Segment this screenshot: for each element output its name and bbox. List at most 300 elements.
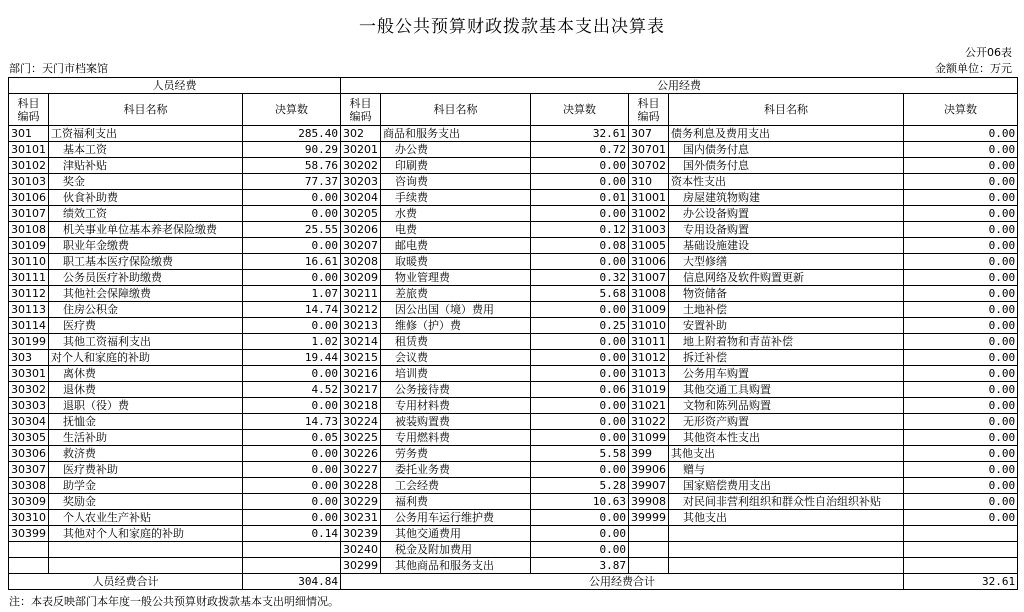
amount-cell: 0.00 — [904, 158, 1018, 174]
amount-cell: 0.00 — [531, 302, 629, 318]
amount-cell: 0.00 — [531, 254, 629, 270]
code-cell: 30102 — [9, 158, 49, 174]
code-cell — [9, 558, 49, 574]
table-row — [9, 254, 1018, 270]
code-cell: 30302 — [9, 382, 49, 398]
amount-cell: 0.00 — [243, 398, 341, 414]
code-cell: 30226 — [341, 446, 381, 462]
code-cell: 30103 — [9, 174, 49, 190]
table-row — [9, 190, 1018, 206]
table-row — [9, 158, 1018, 174]
code-cell: 30239 — [341, 526, 381, 542]
name-cell — [669, 526, 904, 542]
name-cell: 职工基本医疗保险缴费 — [49, 254, 243, 270]
code-cell: 30111 — [9, 270, 49, 286]
name-cell: 基础设施建设 — [669, 238, 904, 254]
code-cell: 30207 — [341, 238, 381, 254]
amount-cell: 0.00 — [243, 318, 341, 334]
amount-cell: 0.00 — [904, 206, 1018, 222]
table-row — [9, 494, 1018, 510]
name-cell: 其他支出 — [669, 446, 904, 462]
header-amount: 决算数 — [243, 94, 341, 126]
amount-cell: 0.00 — [904, 478, 1018, 494]
name-cell: 培训费 — [381, 366, 531, 382]
amount-cell: 16.61 — [243, 254, 341, 270]
amount-cell: 1.07 — [243, 286, 341, 302]
amount-cell: 4.52 — [243, 382, 341, 398]
amount-cell: 0.00 — [904, 302, 1018, 318]
amount-cell: 0.00 — [904, 174, 1018, 190]
header-amount: 决算数 — [531, 94, 629, 126]
name-cell: 安置补助 — [669, 318, 904, 334]
code-cell: 301 — [9, 126, 49, 142]
amount-cell: 0.00 — [243, 238, 341, 254]
name-cell: 其他交通费用 — [381, 526, 531, 542]
code-cell: 30211 — [341, 286, 381, 302]
amount-cell: 0.72 — [531, 142, 629, 158]
amount-cell — [243, 558, 341, 574]
name-cell: 专用材料费 — [381, 398, 531, 414]
amount-cell: 0.00 — [904, 494, 1018, 510]
code-cell: 30309 — [9, 494, 49, 510]
footnote: 注：本表反映部门本年度一般公共预算财政拨款基本支出明细情况。 — [9, 595, 339, 608]
header-amount: 决算数 — [904, 94, 1018, 126]
totals-row — [9, 574, 1018, 590]
name-cell: 文物和陈列品购置 — [669, 398, 904, 414]
amount-cell: 0.14 — [243, 526, 341, 542]
code-cell: 30228 — [341, 478, 381, 494]
amount-cell: 0.00 — [904, 414, 1018, 430]
name-cell: 国内债务付息 — [669, 142, 904, 158]
code-cell — [9, 542, 49, 558]
amount-cell: 0.00 — [904, 126, 1018, 142]
name-cell: 会议费 — [381, 350, 531, 366]
name-cell: 奖金 — [49, 174, 243, 190]
code-cell: 31011 — [629, 334, 669, 350]
name-cell: 离休费 — [49, 366, 243, 382]
amount-cell — [904, 526, 1018, 542]
amount-cell: 58.76 — [243, 158, 341, 174]
amount-cell: 19.44 — [243, 350, 341, 366]
table-row — [9, 238, 1018, 254]
amount-cell: 285.40 — [243, 126, 341, 142]
amount-cell: 0.00 — [904, 398, 1018, 414]
code-cell: 30216 — [341, 366, 381, 382]
amount-cell: 0.00 — [904, 318, 1018, 334]
amount-cell: 0.00 — [904, 238, 1018, 254]
amount-cell: 0.00 — [243, 190, 341, 206]
code-cell: 30224 — [341, 414, 381, 430]
name-cell: 水费 — [381, 206, 531, 222]
code-cell: 30225 — [341, 430, 381, 446]
name-cell — [49, 542, 243, 558]
table-row — [9, 430, 1018, 446]
code-cell — [629, 558, 669, 574]
amount-cell: 0.05 — [243, 430, 341, 446]
table-row — [9, 542, 1018, 558]
name-cell: 国外债务付息 — [669, 158, 904, 174]
code-cell: 30205 — [341, 206, 381, 222]
table-row — [9, 318, 1018, 334]
amount-cell: 0.00 — [243, 270, 341, 286]
amount-cell: 0.00 — [531, 206, 629, 222]
code-cell: 30215 — [341, 350, 381, 366]
code-cell: 30209 — [341, 270, 381, 286]
table-row — [9, 302, 1018, 318]
code-cell: 30107 — [9, 206, 49, 222]
code-cell: 31013 — [629, 366, 669, 382]
code-cell: 30109 — [9, 238, 49, 254]
name-cell: 其他商品和服务支出 — [381, 558, 531, 574]
public-total-label: 公用经费合计 — [341, 574, 904, 590]
amount-cell: 32.61 — [531, 126, 629, 142]
code-cell: 31019 — [629, 382, 669, 398]
name-cell: 维修（护）费 — [381, 318, 531, 334]
unit-label: 金额单位：万元 — [935, 62, 1012, 75]
code-cell: 30213 — [341, 318, 381, 334]
personnel-total-label: 人员经费合计 — [9, 574, 243, 590]
amount-cell: 0.00 — [531, 398, 629, 414]
amount-cell: 0.00 — [904, 462, 1018, 478]
code-cell: 302 — [341, 126, 381, 142]
amount-cell: 0.00 — [904, 510, 1018, 526]
amount-cell: 0.32 — [531, 270, 629, 286]
code-cell: 30204 — [341, 190, 381, 206]
name-cell: 基本工资 — [49, 142, 243, 158]
amount-cell: 25.55 — [243, 222, 341, 238]
amount-cell: 0.00 — [243, 462, 341, 478]
code-cell: 39908 — [629, 494, 669, 510]
code-cell: 30202 — [341, 158, 381, 174]
name-cell: 公务用车运行维护费 — [381, 510, 531, 526]
name-cell: 其他资本性支出 — [669, 430, 904, 446]
name-cell: 土地补偿 — [669, 302, 904, 318]
table-row — [9, 510, 1018, 526]
public-total-value: 32.61 — [904, 574, 1018, 590]
amount-cell: 0.00 — [243, 446, 341, 462]
name-cell: 退职（役）费 — [49, 398, 243, 414]
amount-cell: 0.00 — [531, 350, 629, 366]
code-cell: 30113 — [9, 302, 49, 318]
amount-cell: 0.00 — [531, 462, 629, 478]
code-cell: 31022 — [629, 414, 669, 430]
amount-cell: 5.58 — [531, 446, 629, 462]
name-cell: 赠与 — [669, 462, 904, 478]
amount-cell: 0.00 — [904, 366, 1018, 382]
name-cell: 工会经费 — [381, 478, 531, 494]
amount-cell: 5.28 — [531, 478, 629, 494]
name-cell: 抚恤金 — [49, 414, 243, 430]
name-cell: 被装购置费 — [381, 414, 531, 430]
code-cell: 30229 — [341, 494, 381, 510]
header-name: 科目名称 — [381, 94, 531, 126]
amount-cell: 0.00 — [243, 206, 341, 222]
name-cell: 工资福利支出 — [49, 126, 243, 142]
name-cell: 职业年金缴费 — [49, 238, 243, 254]
code-cell: 30227 — [341, 462, 381, 478]
group-header-public: 公用经费 — [341, 78, 1018, 94]
amount-cell: 0.00 — [531, 158, 629, 174]
code-cell: 31007 — [629, 270, 669, 286]
code-cell: 30101 — [9, 142, 49, 158]
amount-cell: 0.00 — [904, 350, 1018, 366]
name-cell: 公务用车购置 — [669, 366, 904, 382]
amount-cell: 0.00 — [904, 286, 1018, 302]
table-row — [9, 126, 1018, 142]
code-cell: 39999 — [629, 510, 669, 526]
code-cell: 31008 — [629, 286, 669, 302]
code-cell: 30303 — [9, 398, 49, 414]
amount-cell: 0.00 — [243, 478, 341, 494]
code-cell: 30305 — [9, 430, 49, 446]
header-code: 科目 编码 — [9, 94, 49, 126]
amount-cell: 10.63 — [531, 494, 629, 510]
amount-cell: 0.00 — [531, 366, 629, 382]
amount-cell: 3.87 — [531, 558, 629, 574]
code-cell: 310 — [629, 174, 669, 190]
amount-cell — [904, 558, 1018, 574]
code-cell: 30203 — [341, 174, 381, 190]
code-cell: 31021 — [629, 398, 669, 414]
amount-cell — [904, 542, 1018, 558]
amount-cell: 0.00 — [531, 174, 629, 190]
table-row — [9, 334, 1018, 350]
code-cell: 30399 — [9, 526, 49, 542]
code-cell: 30310 — [9, 510, 49, 526]
amount-cell: 0.00 — [243, 494, 341, 510]
name-cell: 咨询费 — [381, 174, 531, 190]
header-code: 科目 编码 — [341, 94, 381, 126]
table-row — [9, 286, 1018, 302]
name-cell: 个人农业生产补贴 — [49, 510, 243, 526]
header-name: 科目名称 — [49, 94, 243, 126]
name-cell: 伙食补助费 — [49, 190, 243, 206]
amount-cell: 0.00 — [243, 366, 341, 382]
table-row — [9, 174, 1018, 190]
amount-cell: 0.00 — [904, 270, 1018, 286]
name-cell: 因公出国（境）费用 — [381, 302, 531, 318]
amount-cell: 5.68 — [531, 286, 629, 302]
code-cell — [629, 542, 669, 558]
code-cell: 303 — [9, 350, 49, 366]
name-cell: 国家赔偿费用支出 — [669, 478, 904, 494]
department-label: 部门：天门市档案馆 — [9, 62, 108, 75]
code-cell — [629, 526, 669, 542]
name-cell: 助学金 — [49, 478, 243, 494]
name-cell: 电费 — [381, 222, 531, 238]
code-cell: 30304 — [9, 414, 49, 430]
code-cell: 30702 — [629, 158, 669, 174]
code-cell: 30108 — [9, 222, 49, 238]
code-cell: 30308 — [9, 478, 49, 494]
name-cell: 劳务费 — [381, 446, 531, 462]
table-row — [9, 350, 1018, 366]
name-cell: 办公设备购置 — [669, 206, 904, 222]
table-row — [9, 462, 1018, 478]
name-cell: 救济费 — [49, 446, 243, 462]
name-cell: 租赁费 — [381, 334, 531, 350]
code-cell: 31009 — [629, 302, 669, 318]
table-row — [9, 142, 1018, 158]
amount-cell — [243, 542, 341, 558]
amount-cell: 0.00 — [531, 542, 629, 558]
code-cell: 307 — [629, 126, 669, 142]
name-cell: 住房公积金 — [49, 302, 243, 318]
amount-cell: 14.73 — [243, 414, 341, 430]
table-row — [9, 222, 1018, 238]
name-cell — [669, 542, 904, 558]
code-cell: 31010 — [629, 318, 669, 334]
amount-cell: 0.00 — [904, 382, 1018, 398]
table-row — [9, 414, 1018, 430]
name-cell: 大型修缮 — [669, 254, 904, 270]
name-cell: 专用燃料费 — [381, 430, 531, 446]
table-code: 公开06表 — [965, 46, 1012, 59]
amount-cell: 0.00 — [904, 334, 1018, 350]
amount-cell: 0.06 — [531, 382, 629, 398]
name-cell — [669, 558, 904, 574]
name-cell: 物业管理费 — [381, 270, 531, 286]
amount-cell: 90.29 — [243, 142, 341, 158]
code-cell: 30218 — [341, 398, 381, 414]
name-cell: 税金及附加费用 — [381, 542, 531, 558]
amount-cell: 14.74 — [243, 302, 341, 318]
code-cell: 30199 — [9, 334, 49, 350]
group-header-personnel: 人员经费 — [9, 78, 341, 94]
name-cell: 印刷费 — [381, 158, 531, 174]
name-cell: 其他交通工具购置 — [669, 382, 904, 398]
amount-cell: 0.00 — [904, 142, 1018, 158]
amount-cell: 0.00 — [904, 254, 1018, 270]
code-cell: 30231 — [341, 510, 381, 526]
name-cell: 物资储备 — [669, 286, 904, 302]
code-cell: 31006 — [629, 254, 669, 270]
expenditure-table — [8, 77, 1018, 590]
amount-cell: 0.00 — [531, 526, 629, 542]
name-cell: 办公费 — [381, 142, 531, 158]
amount-cell: 0.00 — [904, 190, 1018, 206]
code-cell: 30299 — [341, 558, 381, 574]
code-cell: 39907 — [629, 478, 669, 494]
name-cell: 绩效工资 — [49, 206, 243, 222]
name-cell: 福利费 — [381, 494, 531, 510]
code-cell: 30206 — [341, 222, 381, 238]
name-cell: 生活补助 — [49, 430, 243, 446]
name-cell: 医疗费补助 — [49, 462, 243, 478]
name-cell: 机关事业单位基本养老保险缴费 — [49, 222, 243, 238]
amount-cell: 0.08 — [531, 238, 629, 254]
table-row — [9, 558, 1018, 574]
header-name: 科目名称 — [669, 94, 904, 126]
code-cell: 30112 — [9, 286, 49, 302]
amount-cell: 0.00 — [904, 446, 1018, 462]
amount-cell: 0.00 — [531, 414, 629, 430]
amount-cell: 0.00 — [243, 510, 341, 526]
code-cell: 30307 — [9, 462, 49, 478]
code-cell: 39906 — [629, 462, 669, 478]
code-cell: 31003 — [629, 222, 669, 238]
table-row — [9, 366, 1018, 382]
amount-cell: 0.00 — [904, 222, 1018, 238]
name-cell: 差旅费 — [381, 286, 531, 302]
code-cell: 30201 — [341, 142, 381, 158]
code-cell: 31099 — [629, 430, 669, 446]
name-cell: 奖励金 — [49, 494, 243, 510]
table-row — [9, 526, 1018, 542]
table-row — [9, 398, 1018, 414]
name-cell: 对个人和家庭的补助 — [49, 350, 243, 366]
name-cell: 拆迁补偿 — [669, 350, 904, 366]
table-row — [9, 382, 1018, 398]
name-cell: 资本性支出 — [669, 174, 904, 190]
amount-cell: 77.37 — [243, 174, 341, 190]
name-cell: 其他工资福利支出 — [49, 334, 243, 350]
amount-cell: 0.00 — [531, 334, 629, 350]
name-cell: 邮电费 — [381, 238, 531, 254]
name-cell: 委托业务费 — [381, 462, 531, 478]
name-cell: 无形资产购置 — [669, 414, 904, 430]
name-cell: 专用设备购置 — [669, 222, 904, 238]
code-cell: 30306 — [9, 446, 49, 462]
code-cell: 399 — [629, 446, 669, 462]
code-cell: 30701 — [629, 142, 669, 158]
name-cell: 公务接待费 — [381, 382, 531, 398]
amount-cell: 1.02 — [243, 334, 341, 350]
name-cell: 津贴补贴 — [49, 158, 243, 174]
name-cell — [49, 558, 243, 574]
table-row — [9, 270, 1018, 286]
amount-cell: 0.12 — [531, 222, 629, 238]
code-cell: 31012 — [629, 350, 669, 366]
name-cell: 债务利息及费用支出 — [669, 126, 904, 142]
name-cell: 信息网络及软件购置更新 — [669, 270, 904, 286]
code-cell: 30240 — [341, 542, 381, 558]
code-cell: 31002 — [629, 206, 669, 222]
name-cell: 手续费 — [381, 190, 531, 206]
name-cell: 医疗费 — [49, 318, 243, 334]
name-cell: 其他支出 — [669, 510, 904, 526]
table-row — [9, 446, 1018, 462]
name-cell: 其他社会保障缴费 — [49, 286, 243, 302]
name-cell: 对民间非营利组织和群众性自治组织补贴 — [669, 494, 904, 510]
name-cell: 取暖费 — [381, 254, 531, 270]
name-cell: 公务员医疗补助缴费 — [49, 270, 243, 286]
code-cell: 30208 — [341, 254, 381, 270]
name-cell: 地上附着物和青苗补偿 — [669, 334, 904, 350]
code-cell: 30217 — [341, 382, 381, 398]
page-title: 一般公共预算财政拨款基本支出决算表 — [359, 17, 665, 37]
personnel-total-value: 304.84 — [243, 574, 341, 590]
name-cell: 商品和服务支出 — [381, 126, 531, 142]
code-cell: 31001 — [629, 190, 669, 206]
header-code: 科目 编码 — [629, 94, 669, 126]
amount-cell: 0.00 — [531, 430, 629, 446]
code-cell: 30114 — [9, 318, 49, 334]
amount-cell: 0.25 — [531, 318, 629, 334]
name-cell: 房屋建筑物购建 — [669, 190, 904, 206]
amount-cell: 0.00 — [531, 510, 629, 526]
name-cell: 退休费 — [49, 382, 243, 398]
name-cell: 其他对个人和家庭的补助 — [49, 526, 243, 542]
code-cell: 30110 — [9, 254, 49, 270]
code-cell: 30106 — [9, 190, 49, 206]
amount-cell: 0.01 — [531, 190, 629, 206]
table-row — [9, 206, 1018, 222]
code-cell: 30301 — [9, 366, 49, 382]
table-row — [9, 478, 1018, 494]
amount-cell: 0.00 — [904, 430, 1018, 446]
code-cell: 30212 — [341, 302, 381, 318]
